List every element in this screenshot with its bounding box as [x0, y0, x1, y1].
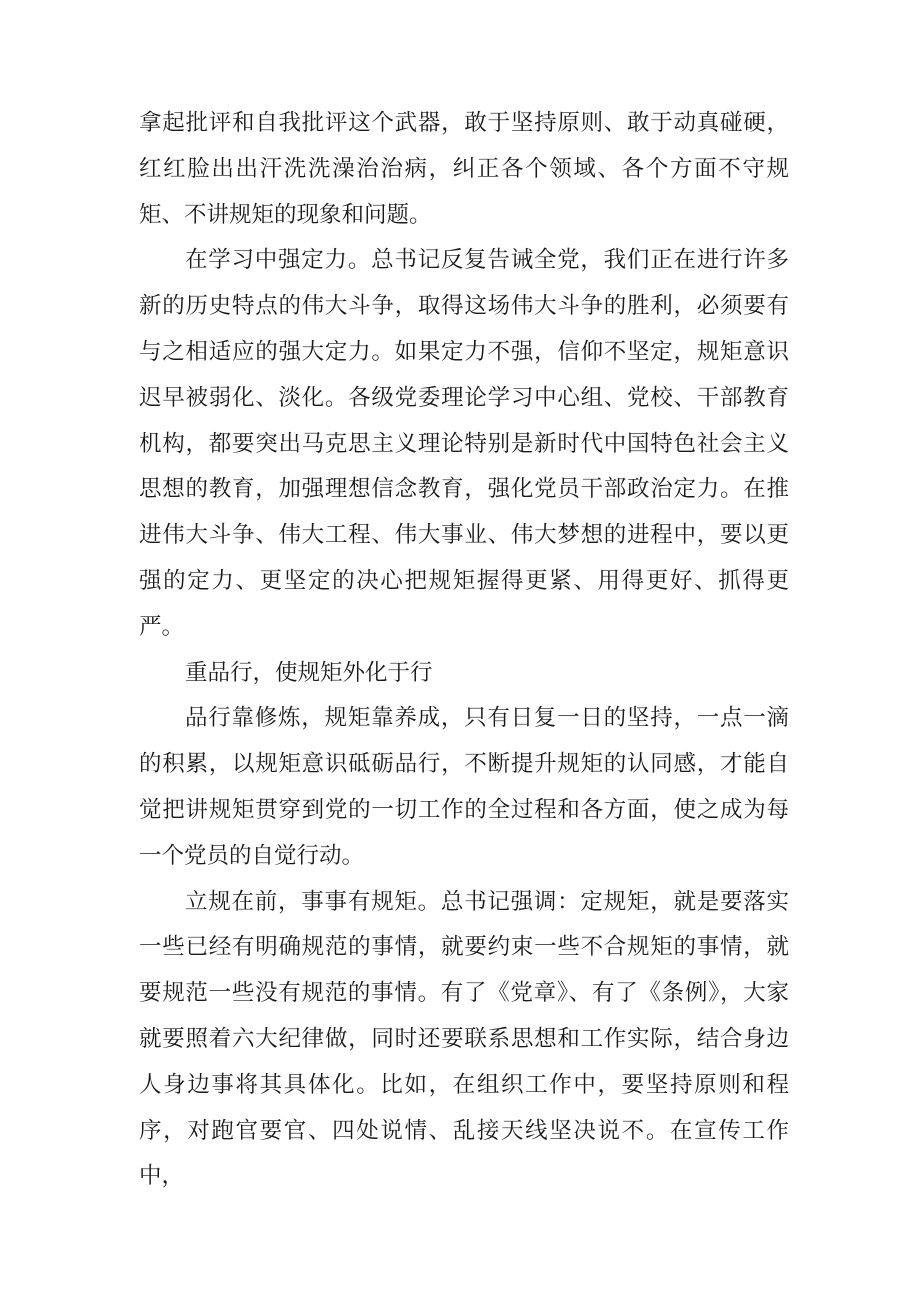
- paragraph-study-strength: 在学习中强定力。总书记反复告诫全党，我们正在进行许多新的历史特点的伟大斗争，取得这场伟大斗争的胜利，必须要有与之相适应的强大定力。如果定力不强，信仰不坚定，规矩意识迟早被弱化、淡化。各级党委理论学习中心组、党校、干部教育机构，都要突出马克思主义理论特别是新时代中国特色社会主义思想的教育，加强理想信念教育，强化党员干部政治定力。在推进伟大斗争、伟大工程、伟大事业、伟大梦想的进程中，要以更强的定力、更坚定的决心把规矩握得更紧、用得更好、抓得更严。: [139, 247, 789, 640]
- document-body: [139, 101, 789, 1200]
- paragraph-continuation: 拿起批评和自我批评这个武器，敢于坚持原则、敢于动真碰硬，红红脸出出汗洗洗澡治治病，纠正各个领域、各个方面不守规矩、不讲规矩的现象和问题。: [139, 110, 789, 228]
- section-heading: 重品行，使规矩外化于行: [185, 659, 433, 686]
- paragraph-rules-first: 立规在前，事事有规矩。总书记强调：定规矩，就是要落实一些已经有明确规范的事情，就要约束一些不合规矩的事情，就要规范一些没有规范的事情。有了《党章》、有了《条例》，大家就要照着六大纪律做，同时还要联系思想和工作实际，结合身边人身边事将其具体化。比如，在组织工作中，要坚持原则和程序，对跑官要官、四处说情、乱接天线坚决说不。在宣传工作中，: [139, 888, 789, 1190]
- paragraph-conduct: 品行靠修炼，规矩靠养成，只有日复一日的坚持，一点一滴的积累，以规矩意识砥砺品行，不断提升规矩的认同感，才能自觉把讲规矩贯穿到党的一切工作的全过程和各方面，使之成为每一个党员的自觉行动。: [139, 705, 789, 869]
